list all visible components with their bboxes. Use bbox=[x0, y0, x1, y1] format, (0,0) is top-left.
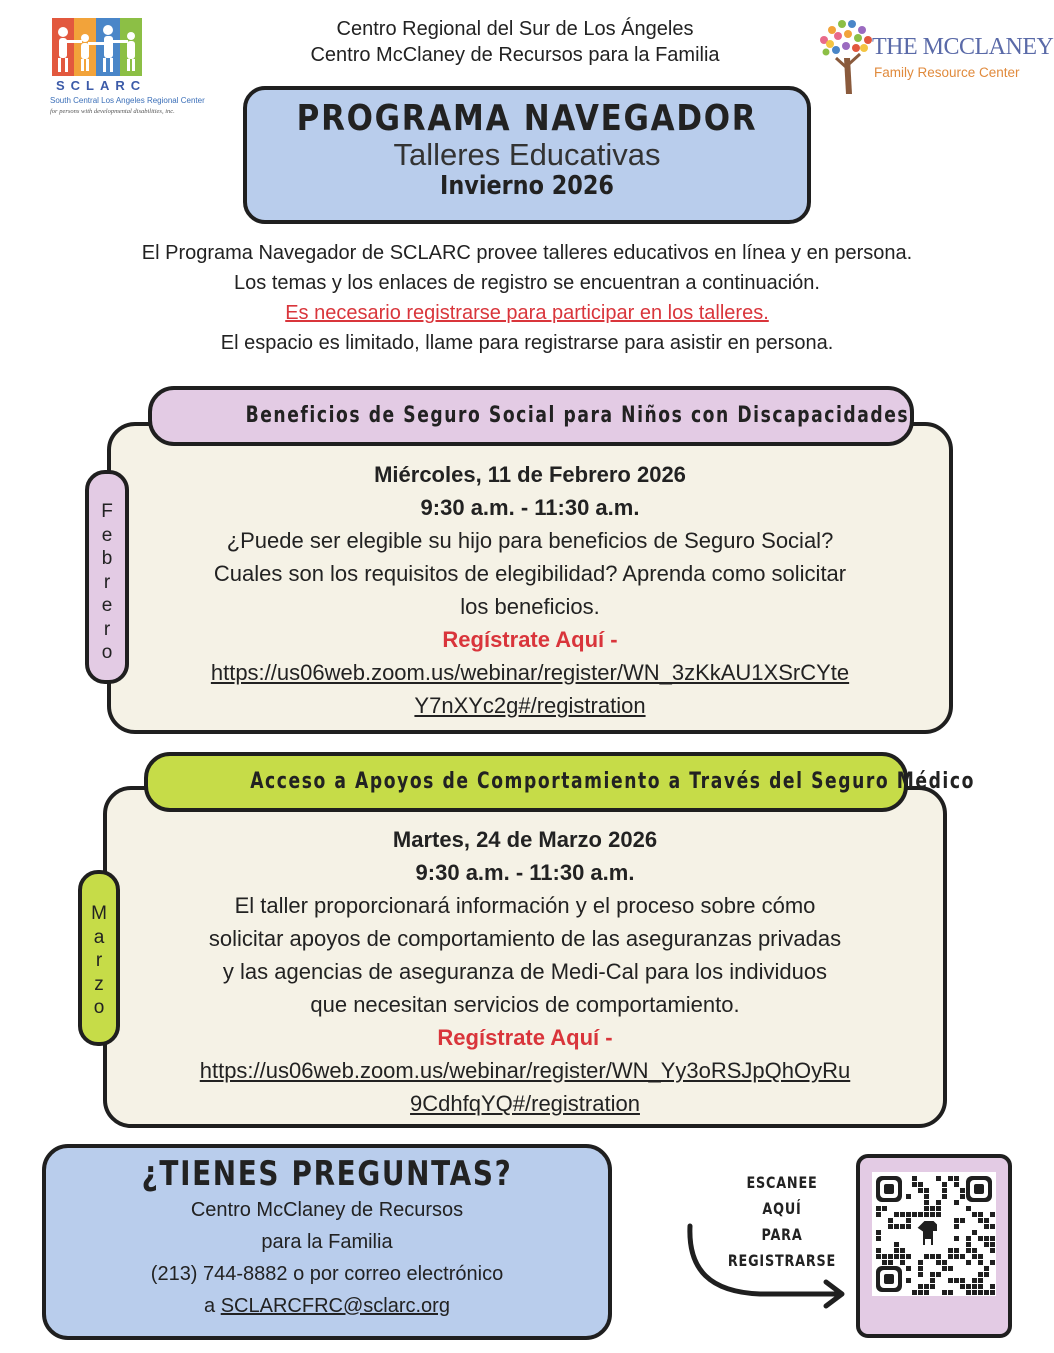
qr-module bbox=[990, 1260, 995, 1265]
qr-module bbox=[924, 1194, 929, 1199]
qr-module bbox=[942, 1182, 947, 1187]
sclarc-subtitle: South Central Los Angeles Regional Center bbox=[50, 96, 205, 105]
qr-module bbox=[984, 1236, 989, 1241]
qr-module bbox=[918, 1272, 923, 1277]
qr-module bbox=[882, 1260, 887, 1265]
event-body-february bbox=[130, 458, 930, 722]
qr-module bbox=[960, 1284, 965, 1289]
registration-warning: Es necesario registrarse para participar en los talleres. bbox=[285, 302, 769, 324]
qr-module bbox=[894, 1248, 899, 1253]
qr-module bbox=[930, 1278, 935, 1283]
mcclaney-tagline: Family Resource Center bbox=[874, 65, 1020, 80]
contact-line-2: para la Familia bbox=[261, 1231, 393, 1253]
intro bbox=[40, 238, 1014, 358]
qr-module bbox=[924, 1290, 929, 1295]
header-line-2: Centro McClaney de Recursos para la Familia bbox=[310, 44, 720, 66]
qr-module bbox=[906, 1224, 911, 1229]
qr-module bbox=[906, 1218, 911, 1223]
month-letter: e bbox=[101, 595, 113, 616]
month-letter: F bbox=[101, 501, 113, 522]
qr-module bbox=[924, 1284, 929, 1289]
qr-module bbox=[936, 1254, 941, 1259]
qr-module bbox=[972, 1254, 977, 1259]
qr-module bbox=[876, 1212, 881, 1217]
qr-module bbox=[876, 1236, 881, 1241]
month-letter: z bbox=[94, 973, 104, 995]
email-link[interactable]: SCLARCFRC@sclarc.org bbox=[220, 1295, 450, 1317]
qr-module bbox=[906, 1194, 911, 1199]
qr-module bbox=[906, 1254, 911, 1259]
event-description-line: ¿Puede ser elegible su hijo para beneficios de Seguro Social? bbox=[226, 528, 834, 553]
month-label bbox=[89, 500, 125, 665]
qr-module bbox=[972, 1212, 977, 1217]
qr-module bbox=[918, 1266, 923, 1271]
email-prefix: a bbox=[204, 1295, 221, 1317]
qr-module bbox=[978, 1272, 983, 1277]
mcclaney-name: THE MCCLANEY bbox=[872, 34, 1054, 60]
qr-module bbox=[990, 1284, 995, 1289]
qr-module bbox=[924, 1200, 929, 1205]
title-box bbox=[243, 86, 811, 224]
qr-module bbox=[930, 1212, 935, 1217]
qr-module bbox=[954, 1278, 959, 1283]
qr-module bbox=[942, 1290, 947, 1295]
qr-module bbox=[984, 1224, 989, 1229]
qr-module bbox=[912, 1182, 917, 1187]
qr-module bbox=[942, 1266, 947, 1271]
qr-module bbox=[924, 1212, 929, 1217]
event-title-march bbox=[144, 752, 975, 812]
qr-module bbox=[936, 1260, 941, 1265]
qr-module bbox=[912, 1212, 917, 1217]
registration-link[interactable] bbox=[125, 1054, 925, 1120]
qr-module bbox=[924, 1206, 929, 1211]
qr-module bbox=[906, 1266, 911, 1271]
month-letter: a bbox=[93, 926, 105, 948]
qr-module bbox=[948, 1278, 953, 1283]
qr-module bbox=[978, 1254, 983, 1259]
qr-module bbox=[966, 1236, 971, 1241]
curved-arrow-icon bbox=[680, 1220, 860, 1310]
qr-module bbox=[984, 1272, 989, 1277]
qr-module bbox=[942, 1188, 947, 1193]
qr-module bbox=[990, 1248, 995, 1253]
contact-phone: (213) 744-8882 o por correo electrónico bbox=[150, 1263, 504, 1285]
qr-module bbox=[882, 1206, 887, 1211]
program-subtitle: Talleres Educativas bbox=[393, 137, 661, 172]
scan-line: REGISTRARSE bbox=[727, 1251, 837, 1270]
qr-module bbox=[948, 1248, 953, 1253]
registration-link[interactable] bbox=[130, 656, 930, 722]
month-letter: r bbox=[103, 571, 111, 593]
register-label: Regístrate Aquí - bbox=[437, 1025, 613, 1050]
event-description-line: solicitar apoyos de comportamiento de las aseguranzas privadas bbox=[208, 926, 842, 951]
qr-module bbox=[990, 1236, 995, 1241]
month-label bbox=[82, 902, 116, 1020]
qr-module bbox=[984, 1218, 989, 1223]
event-title-text: Acceso a Apoyos de Comportamiento a Través del Seguro Médico bbox=[250, 769, 975, 794]
intro-line-4: El espacio es limitado, llame para registrarse para asistir en persona. bbox=[220, 332, 834, 354]
contact-email-line bbox=[46, 1290, 608, 1322]
qr-module bbox=[954, 1182, 959, 1187]
intro-line-1: El Programa Navegador de SCLARC provee talleres educativos en línea y en persona. bbox=[141, 242, 913, 264]
qr-module bbox=[966, 1284, 971, 1289]
qr-module bbox=[966, 1248, 971, 1253]
qr-module bbox=[960, 1218, 965, 1223]
month-letter: r bbox=[95, 950, 103, 971]
register-label: Regístrate Aquí - bbox=[442, 627, 618, 652]
qr-module bbox=[984, 1290, 989, 1295]
qr-module bbox=[960, 1278, 965, 1283]
qr-module bbox=[978, 1236, 983, 1241]
registration-link-line-2[interactable]: Y7nXYc2g#/registration bbox=[414, 693, 646, 718]
qr-module bbox=[876, 1230, 881, 1235]
qr-module bbox=[936, 1176, 941, 1181]
contact-line-1: Centro McClaney de Recursos bbox=[190, 1199, 464, 1221]
qr-module bbox=[966, 1260, 971, 1265]
qr-module bbox=[900, 1224, 905, 1229]
qr-module bbox=[906, 1212, 911, 1217]
qr-module bbox=[888, 1224, 893, 1229]
qr-module bbox=[882, 1254, 887, 1259]
qr-module bbox=[936, 1200, 941, 1205]
registration-link-line-1[interactable]: https://us06web.zoom.us/webinar/register/WN_Yy3oRSJpQhOyRu bbox=[199, 1058, 851, 1083]
qr-module bbox=[972, 1278, 977, 1283]
qr-module bbox=[906, 1278, 911, 1283]
registration-link-line-2[interactable]: 9CdhfqYQ#/registration bbox=[410, 1091, 640, 1116]
qr-module bbox=[918, 1188, 923, 1193]
qr-module bbox=[984, 1242, 989, 1247]
qr-module bbox=[930, 1206, 935, 1211]
qr-module bbox=[972, 1290, 977, 1295]
qr-module bbox=[942, 1260, 947, 1265]
event-title-text: Beneficios de Seguro Social para Niños con Discapacidades bbox=[245, 403, 910, 428]
scan-line: PARA bbox=[761, 1225, 803, 1244]
qr-module bbox=[960, 1188, 965, 1193]
qr-module bbox=[990, 1212, 995, 1217]
qr-module bbox=[936, 1206, 941, 1211]
qr-module bbox=[960, 1194, 965, 1199]
month-tab-march bbox=[78, 870, 120, 1046]
qr-module bbox=[900, 1260, 905, 1265]
sclarc-logo bbox=[50, 18, 205, 118]
qr-module bbox=[984, 1266, 989, 1271]
qr-module bbox=[972, 1284, 977, 1289]
qr-code-icon[interactable] bbox=[872, 1172, 996, 1296]
qr-module bbox=[978, 1290, 983, 1295]
qr-module bbox=[924, 1254, 929, 1259]
qr-module bbox=[894, 1242, 899, 1247]
qr-module bbox=[930, 1272, 935, 1277]
qr-module bbox=[954, 1254, 959, 1259]
qr-module bbox=[876, 1206, 881, 1211]
qr-module bbox=[936, 1272, 941, 1277]
qr-module bbox=[912, 1176, 917, 1181]
event-description-line: y las agencias de aseguranza de Medi-Cal para los individuos bbox=[222, 959, 828, 984]
event-description-line: los beneficios. bbox=[460, 594, 600, 619]
sclarc-tagline: for persons with developmental disabilities, inc. bbox=[50, 108, 175, 115]
event-title-february bbox=[148, 386, 914, 446]
qr-module bbox=[900, 1212, 905, 1217]
header bbox=[250, 16, 780, 68]
event-body-march bbox=[125, 823, 925, 1120]
qr-module bbox=[990, 1290, 995, 1295]
qr-module bbox=[948, 1176, 953, 1181]
program-title: PROGRAMA NAVEGADOR bbox=[296, 98, 758, 139]
qr-module bbox=[972, 1230, 977, 1235]
qr-module bbox=[888, 1260, 893, 1265]
qr-module bbox=[918, 1290, 923, 1295]
scan-line: AQUÍ bbox=[762, 1199, 802, 1218]
qr-module bbox=[954, 1176, 959, 1181]
qr-module bbox=[978, 1212, 983, 1217]
qr-module bbox=[912, 1290, 917, 1295]
header-line-1: Centro Regional del Sur de Los Ángeles bbox=[336, 18, 694, 40]
qr-module bbox=[972, 1248, 977, 1253]
event-date: Martes, 24 de Marzo 2026 bbox=[392, 827, 658, 852]
qr-module bbox=[954, 1236, 959, 1241]
mcclaney-logo bbox=[816, 18, 1054, 98]
qr-module bbox=[990, 1224, 995, 1229]
event-time: 9:30 a.m. - 11:30 a.m. bbox=[415, 860, 635, 885]
qr-module bbox=[930, 1284, 935, 1289]
registration-link-line-1[interactable]: https://us06web.zoom.us/webinar/register/WN_3zKkAU1XSrCYte bbox=[210, 660, 850, 685]
questions-box bbox=[42, 1144, 612, 1340]
month-tab-february bbox=[85, 470, 129, 684]
month-letter: o bbox=[101, 642, 113, 663]
qr-module bbox=[954, 1200, 959, 1205]
qr-module bbox=[978, 1218, 983, 1223]
event-description-line: El taller proporcionará información y el proceso sobre cómo bbox=[234, 893, 816, 918]
event-date: Miércoles, 11 de Febrero 2026 bbox=[374, 462, 686, 487]
month-letter: o bbox=[93, 997, 105, 1018]
qr-module bbox=[894, 1254, 899, 1259]
qr-module bbox=[966, 1290, 971, 1295]
qr-module bbox=[918, 1212, 923, 1217]
qr-module bbox=[894, 1224, 899, 1229]
qr-module bbox=[990, 1242, 995, 1247]
event-description-line: Cuales son los requisitos de elegibilidad? Aprenda como solicitar bbox=[213, 561, 847, 586]
qr-module bbox=[900, 1248, 905, 1253]
qr-module bbox=[948, 1254, 953, 1259]
qr-module bbox=[948, 1266, 953, 1271]
qr-module bbox=[978, 1278, 983, 1283]
qr-module bbox=[918, 1260, 923, 1265]
qr-module bbox=[924, 1188, 929, 1193]
qr-module bbox=[978, 1284, 983, 1289]
intro-line-2: Los temas y los enlaces de registro se encuentran a continuación. bbox=[234, 272, 820, 294]
event-description-line: que necesitan servicios de comportamiento. bbox=[310, 992, 740, 1017]
sclarc-wordmark: SCLARC bbox=[56, 78, 147, 93]
qr-module bbox=[876, 1254, 881, 1259]
month-letter: b bbox=[101, 548, 113, 569]
tree-of-hearts-icon bbox=[816, 18, 876, 94]
qr-module bbox=[966, 1242, 971, 1247]
qr-module bbox=[894, 1212, 899, 1217]
qr-module bbox=[954, 1248, 959, 1253]
qr-module bbox=[966, 1206, 971, 1211]
month-letter: M bbox=[91, 903, 107, 924]
qr-module bbox=[918, 1284, 923, 1289]
qr-module bbox=[918, 1182, 923, 1187]
qr-module bbox=[888, 1218, 893, 1223]
qr-module bbox=[942, 1194, 947, 1199]
qr-module bbox=[978, 1260, 983, 1265]
qr-module bbox=[930, 1254, 935, 1259]
qr-module bbox=[954, 1218, 959, 1223]
sclarc-figures-icon bbox=[52, 18, 142, 76]
qr-module bbox=[948, 1290, 953, 1295]
qr-module bbox=[888, 1254, 893, 1259]
questions-heading: ¿TIENES PREGUNTAS? bbox=[141, 1154, 513, 1194]
scan-line: ESCANEE bbox=[746, 1173, 818, 1192]
program-season: Invierno 2026 bbox=[440, 171, 614, 201]
qr-module bbox=[900, 1254, 905, 1259]
event-time: 9:30 a.m. - 11:30 a.m. bbox=[420, 495, 640, 520]
qr-module bbox=[960, 1254, 965, 1259]
month-letter: e bbox=[101, 524, 113, 546]
qr-module bbox=[936, 1212, 941, 1217]
month-letter: r bbox=[103, 618, 111, 640]
qr-module bbox=[954, 1224, 959, 1229]
qr-module bbox=[876, 1248, 881, 1253]
